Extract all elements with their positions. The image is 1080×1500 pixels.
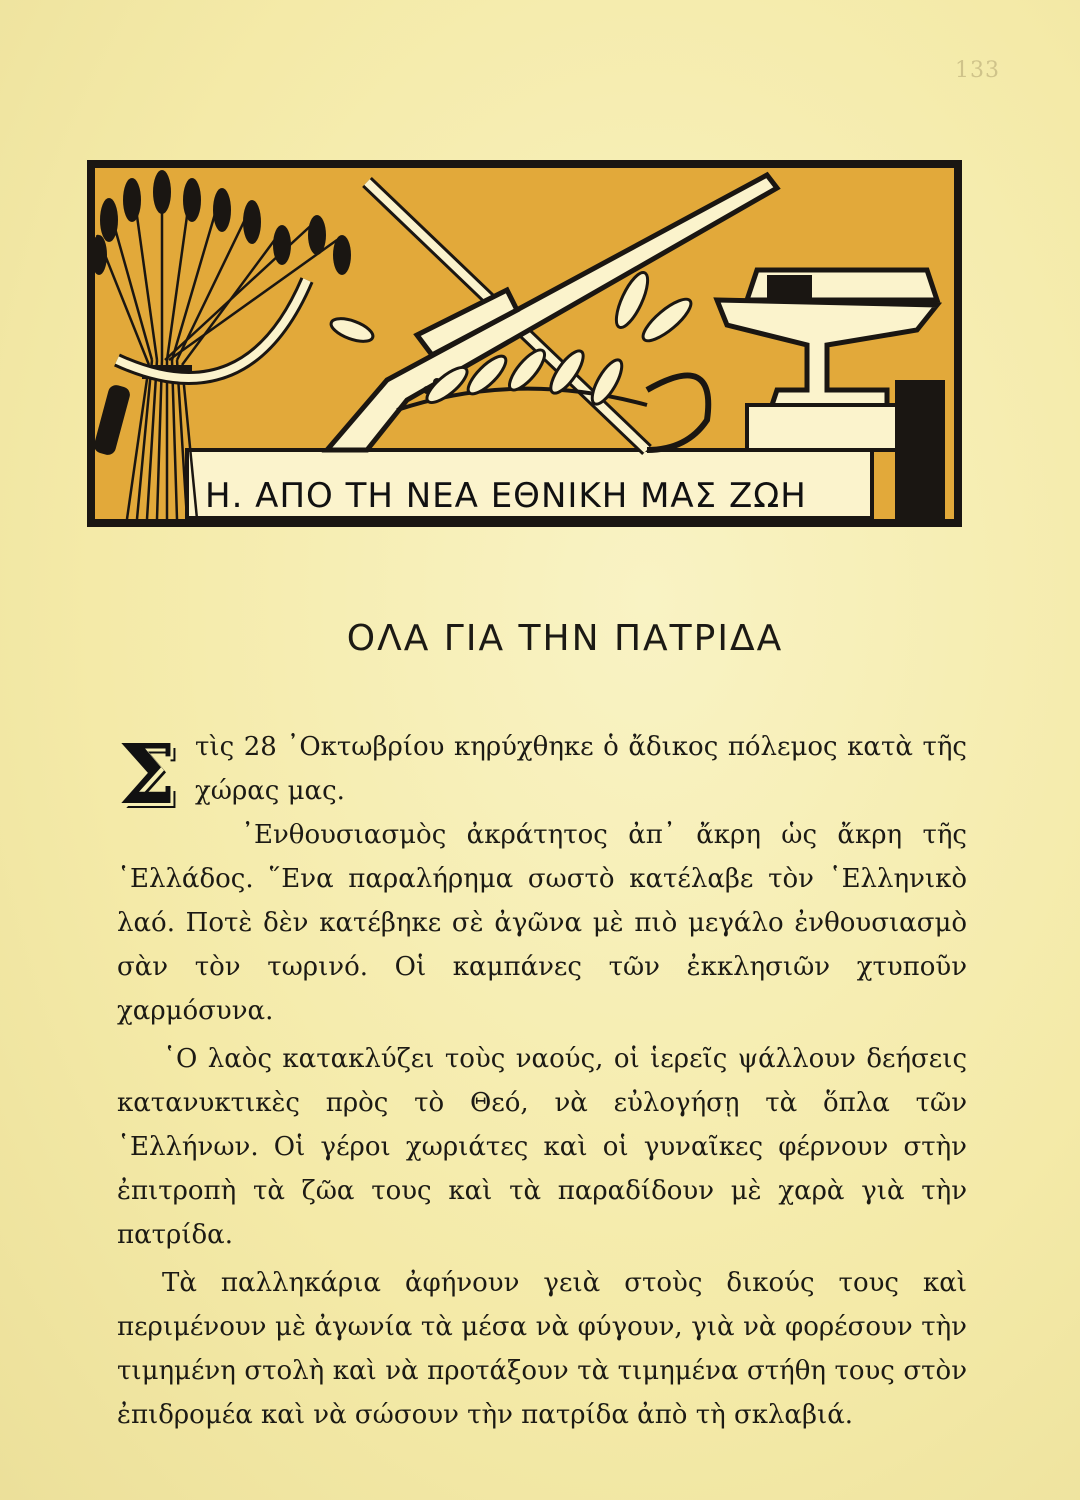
- chapter-title: Η. ΑΠΟ ΤΗ ΝΕΑ ΕΘΝΙΚΗ ΜΑΣ ΖΩΗ: [205, 476, 807, 516]
- paragraph-1-text: τὶς 28 ᾿Οκτωβρίου κηρύχθηκε ὁ ἄδικος πόλεμος κατὰ τῆς χώρας μας.: [195, 732, 967, 806]
- chapter-banner-illustration: [87, 160, 962, 527]
- article-title: ΟΛΑ ΓΙΑ ΤΗΝ ΠΑΤΡΙΔΑ: [346, 618, 784, 659]
- page-number: 133: [955, 58, 1000, 83]
- dropcap-letter: Σ: [118, 727, 176, 823]
- paragraph-2: ᾿Ενθουσιασμὸς ἀκράτητος ἀπ᾿ ἄκρη ὡς ἄκρη τῆς ῾Ελλάδος. ῞Ενα παραλήρημα σωστὸ κατέλαβε τὸν ῾Ελληνικὸ λαό. Ποτὲ δὲν κατέβηκε σὲ ἀγῶνα μὲ πιὸ μεγάλο ἐνθουσιασμὸ σὰν τὸν τωρινό. Οἱ καμπάνες τῶν ἐκκλησιῶν χτυποῦν χαρμόσυνα.: [117, 820, 967, 1026]
- paragraph-1: [117, 725, 967, 823]
- paragraph-4: Τὰ παλληκάρια ἀφήνουν γειὰ στοὺς δικούς τους καὶ περιμένουν μὲ ἀγωνία τὰ μέσα νὰ φύγουν, γιὰ νὰ φορέσουν τὴν τιμημένη στολὴ καὶ νὰ προτάξουν τὰ τιμημένα στήθη τους στὸν ἐπιδρομέα καὶ νὰ σώσουν τὴν πατρίδα ἀπὸ τὴ σκλαβιά.: [117, 1268, 967, 1430]
- article-body: [117, 725, 967, 1437]
- paragraph-3: ῾Ο λαὸς κατακλύζει τοὺς ναούς, οἱ ἱερεῖς ψάλλουν δεήσεις κατανυκτικὲς πρὸς τὸ Θεό, νὰ εὐλογήσῃ τὰ ὅπλα τῶν ῾Ελλήνων. Οἱ γέροι χωριάτες καὶ οἱ γυναῖκες φέρνουν στὴν ἐπιτροπὴ τὰ ζῶα τους καὶ τὰ παραδίδουν μὲ χαρὰ γιὰ τὴν πατρίδα.: [117, 1044, 967, 1250]
